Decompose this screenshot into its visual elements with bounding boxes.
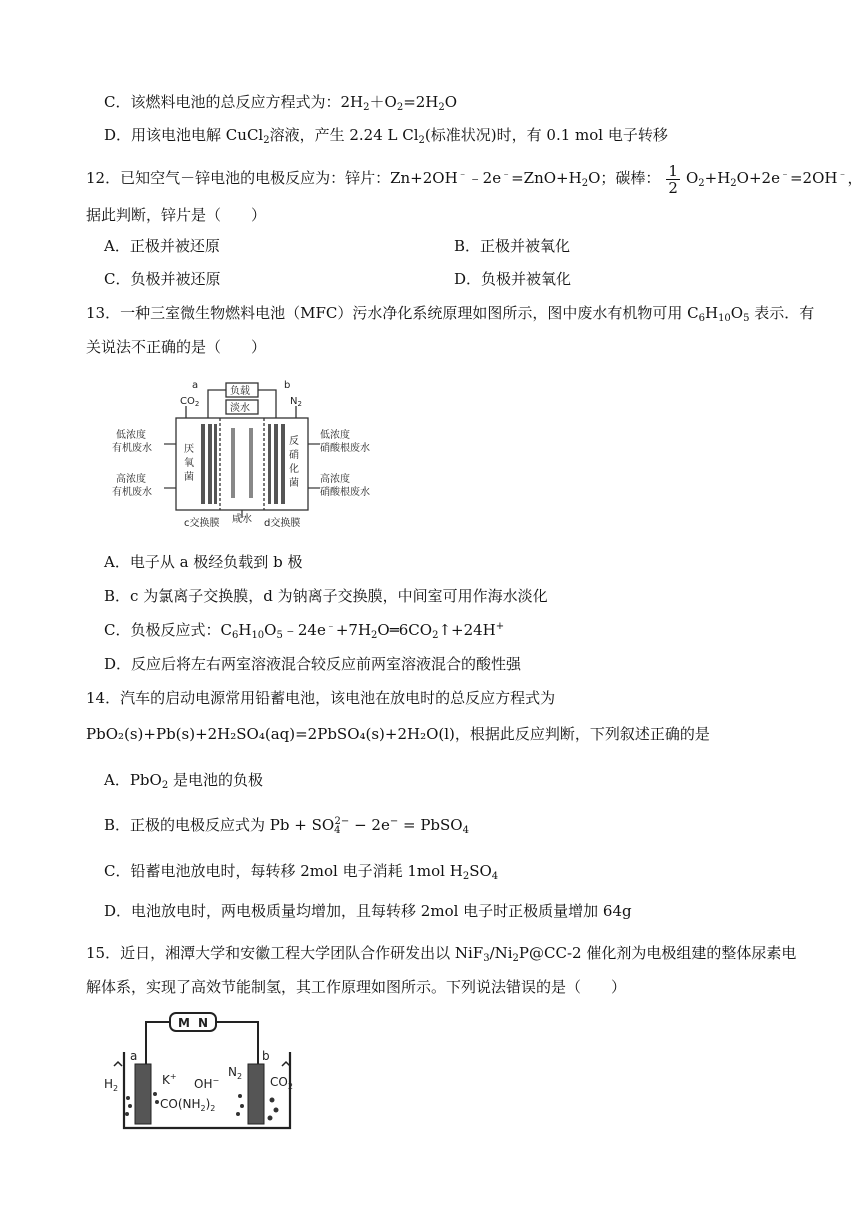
- q15-stem-line1: 15．近日，湘潭大学和安徽工程大学团队合作研发出以 $NiF_3/Ni_2P@CC-2$ 催化剂为电极组建的整体尿素电: [86, 944, 797, 964]
- q14-option-d: D．电池放电时，两电极质量均增加，且每转移 2mol 电子时正极质量增加 64g: [104, 902, 632, 920]
- svg-text:CO2: $CO_2$: [180, 396, 200, 408]
- power-box: [170, 1013, 216, 1031]
- svg-text:b: b: [284, 380, 291, 391]
- svg-text:高浓度: 高浓度: [320, 474, 350, 485]
- svg-text:硝: 硝: [289, 450, 299, 461]
- wire-left: [208, 390, 226, 418]
- svg-text:有机废水: 有机废水: [112, 487, 152, 498]
- q12-option-c: C．负极并被还原: [104, 270, 221, 288]
- q14-option-b: B．正极的电极反应式为 $Pb + SO_4^{2-} - 2e^-$ = PbSO$_4$: [104, 816, 469, 836]
- q14-equation: PbO₂(s)+Pb(s)+2H₂SO₄(aq)=2PbSO₄(s)+2H₂O(l): [86, 725, 455, 743]
- q13-stem-line2: 关说法不正确的是（ ）: [86, 338, 267, 356]
- svg-text:负载: 负载: [230, 386, 250, 397]
- svg-text:硝酸根废水: 硝酸根废水: [320, 487, 370, 498]
- urea-electrolysis-diagram: [100, 1010, 320, 1135]
- q11-option-c: C．该燃料电池的总反应方程式为：$2H_2+O_2=2H_2O$: [104, 93, 458, 113]
- q15-stem-line2: 解体系，实现了高效节能制氢，其工作原理如图所示。下列说法错误的是（ ）: [86, 978, 627, 996]
- q13-stem-line1: 13．一种三室微生物燃料电池（MFC）污水净化系统原理如图所示，图中废水有机物可用 $C_6H_{10}O_5$ 表示．有: [86, 304, 815, 324]
- svg-text:N2: $N_2$: [228, 1065, 243, 1081]
- svg-text:有机废水: 有机废水: [112, 443, 152, 454]
- one-half-fraction: $\frac{1}{2}$: [668, 161, 678, 197]
- q14-option-a: A．PbO$_2$ 是电池的负极: [104, 771, 263, 791]
- svg-text:高浓度: 高浓度: [116, 474, 146, 485]
- svg-text:a: a: [130, 1049, 138, 1063]
- q12-option-a: A．正极并被还原: [104, 237, 220, 255]
- wire-right: [258, 390, 276, 418]
- svg-text:淡水: 淡水: [230, 403, 250, 414]
- svg-text:菌: 菌: [289, 478, 299, 489]
- svg-text:咸水: 咸水: [232, 514, 252, 525]
- wire-left: [146, 1022, 170, 1066]
- mfc-diagram: [108, 378, 388, 530]
- svg-text:氧: 氧: [184, 458, 194, 469]
- svg-text:c交换膜: c交换膜: [184, 518, 220, 529]
- svg-text:低浓度: 低浓度: [116, 430, 146, 441]
- q13-option-b: B．c 为氯离子交换膜，d 为钠离子交换膜，中间室可用作海水淡化: [104, 587, 548, 605]
- svg-text:H2: $H_2$: [104, 1077, 119, 1093]
- electrode-b: [248, 1064, 264, 1124]
- svg-text:厌: 厌: [184, 444, 194, 455]
- q13-option-d: D．反应后将左右两室溶液混合较反应前两室溶液混合的酸性强: [104, 655, 522, 673]
- q13-option-c: C．负极反应式：$C_6H_{10}O_5﹣24e^﹣+7H_2O═6CO_2↑+24H^+$: [104, 621, 505, 641]
- electrode-a: [135, 1064, 151, 1124]
- svg-text:CO2: $CO_2$: [270, 1075, 293, 1091]
- q12-stem-line2: 据此判断，锌片是（ ）: [86, 206, 267, 224]
- svg-text:N: N: [198, 1016, 209, 1030]
- q12-option-d: D．负极并被氧化: [454, 270, 572, 288]
- svg-text:a: a: [192, 380, 199, 391]
- svg-text:N2: $N_2$: [290, 396, 302, 408]
- svg-text:CO(NH2)2: $CO(NH_2)_2$: [160, 1097, 216, 1113]
- q13-option-a: A．电子从 a 极经负载到 b 极: [104, 553, 303, 571]
- svg-text:菌: 菌: [184, 472, 194, 483]
- svg-text:d交换膜: d交换膜: [264, 518, 301, 529]
- q14-option-c: C．铅蓄电池放电时，每转移 2mol 电子消耗 1mol $H_2SO_4$: [104, 862, 499, 882]
- svg-text:硝酸根废水: 硝酸根废水: [320, 443, 370, 454]
- svg-text:低浓度: 低浓度: [320, 430, 350, 441]
- q14-stem-line1: 14．汽车的启动电源常用铅蓄电池，该电池在放电时的总反应方程式为: [86, 689, 556, 707]
- svg-text:M: M: [178, 1016, 190, 1030]
- svg-text:化: 化: [289, 464, 299, 475]
- svg-text:OH−: OH−: [194, 1076, 220, 1091]
- svg-text:b: b: [262, 1049, 270, 1063]
- q12-option-b: B．正极并被氧化: [454, 237, 571, 255]
- wire-right: [216, 1022, 258, 1066]
- svg-text:反: 反: [289, 436, 299, 447]
- q12-stem-line1: 12．已知空气－锌电池的电极反应为：锌片：$Zn+2OH^﹣﹣2e^﹣=ZnO+H_2O$；碳棒： $\frac{1}{2}$ $O_2+H_2O+2e^﹣=2OH^﹣$，: [86, 161, 862, 197]
- q14-stem-line2: PbO₂(s)+Pb(s)+2H₂SO₄(aq)=2PbSO₄(s)+2H₂O(l)，根据此反应判断，下列叙述正确的是: [86, 725, 710, 743]
- q11-option-d: D．用该电池电解 CuCl$_2$溶液，产生 2.24 L $Cl_2$(标准状况)时，有 0.1 mol 电子转移: [104, 126, 668, 146]
- svg-text:K+: K+: [162, 1072, 177, 1087]
